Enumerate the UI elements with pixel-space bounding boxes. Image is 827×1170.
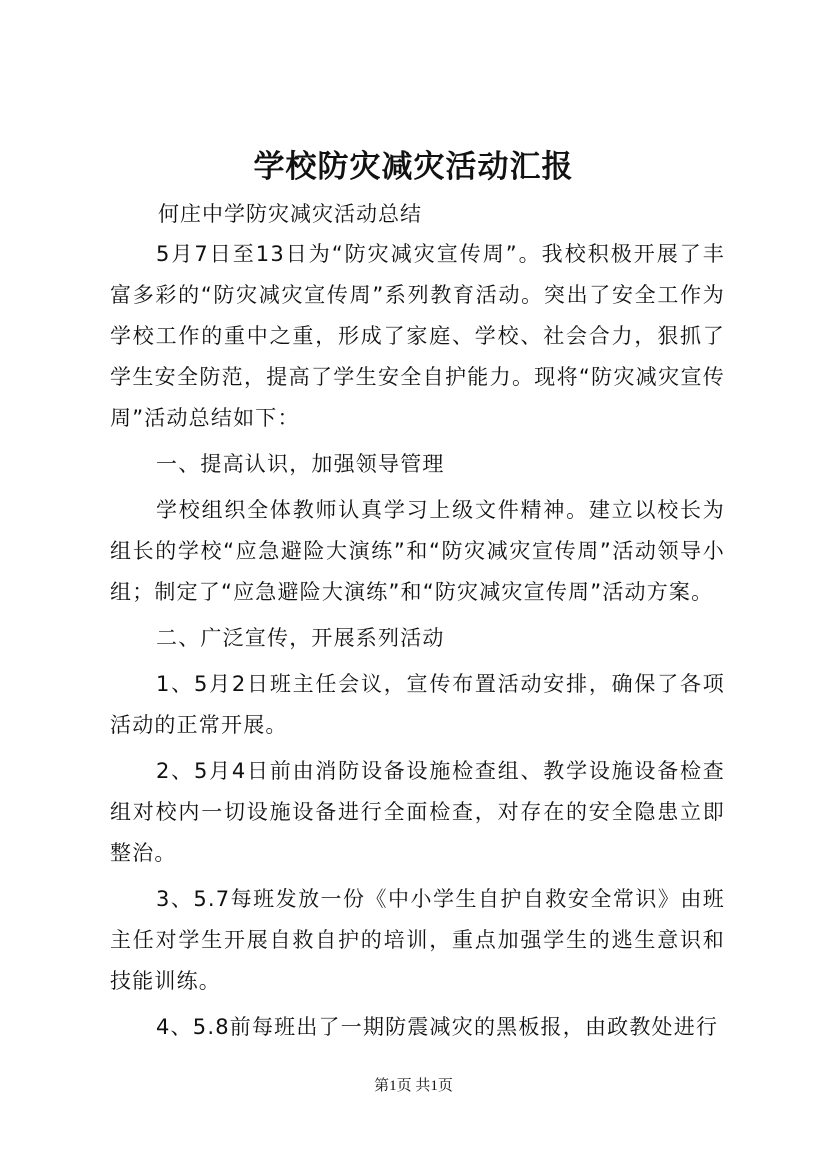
paragraph-item-3: 3、5.7每班发放一份《中小学生自护自救安全常识》由班主任对学生开展自救自护的培训，重点加强学生的逃生意识和技能训练。 <box>110 887 725 993</box>
paragraph-item-4: 4、5.8前每班出了一期防震减灾的黑板报，由政教处进行 <box>156 1015 719 1039</box>
paragraph-item-2: 2、5月4日前由消防设备设施检查组、教学设施设备检查组对校内一切设施设备进行全面检查，对存在的安全隐患立即整治。 <box>110 759 725 865</box>
document-body <box>110 234 725 1053</box>
document-subtitle: 何庄中学防灾减灾活动总结 <box>158 202 422 226</box>
section-heading-2: 二、广泛宣传，开展系列活动 <box>156 626 445 650</box>
page-footer: 第1页 共1页 <box>374 1078 453 1094</box>
document-title: 学校防灾减灾活动汇报 <box>253 149 574 185</box>
paragraph-intro: 5月7日至13日为“防灾减灾宣传周”。我校积极开展了丰富多彩的“防灾减灾宣传周”系列教育活动。突出了安全工作为学校工作的重中之重，形成了家庭、学校、社会合力，狠抓了学生安全防范，提高了学生安全自护能力。现将“防灾减灾宣传周”活动总结如下： <box>110 242 725 430</box>
paragraph-item-1: 1、5月2日班主任会议，宣传布置活动安排，确保了各项活动的正常开展。 <box>110 672 725 737</box>
paragraph-leadership: 学校组织全体教师认真学习上级文件精神。建立以校长为组长的学校“应急避险大演练”和“防灾减灾宣传周”活动领导小组；制定了“应急避险大演练”和“防灾减灾宣传周”活动方案。 <box>110 498 725 604</box>
section-heading-1: 一、提高认识，加强领导管理 <box>156 452 445 476</box>
